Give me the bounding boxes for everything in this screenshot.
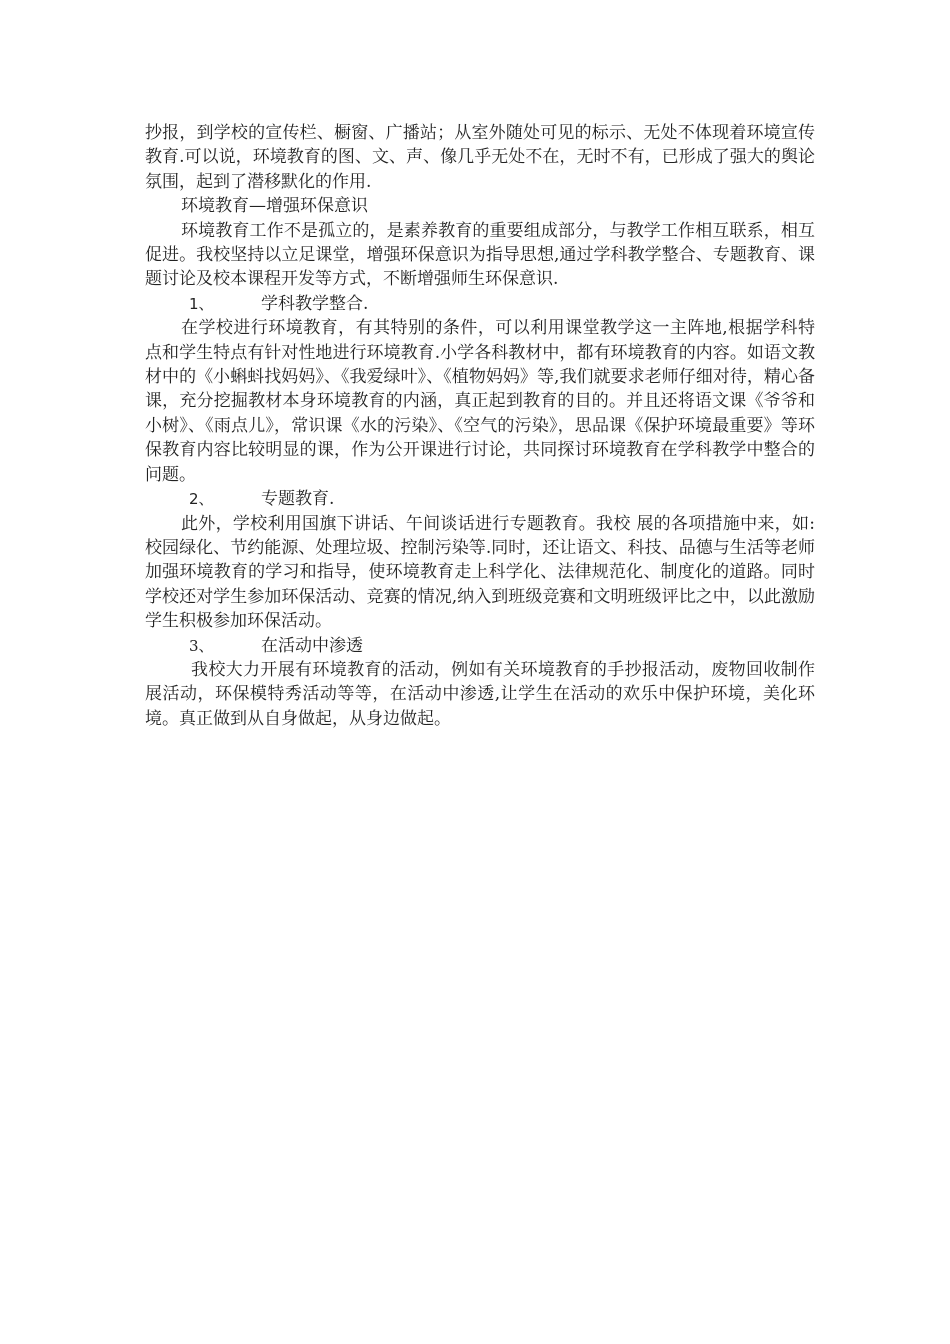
paragraph-intro-continued: 抄报，到学校的宣传栏、橱窗、广播站；从室外随处可见的标示、无处不体现着环境宣传教育.可以说，环境教育的图、文、声、像几乎无处不在，无时不有，已形成了强大的舆论氛围，起到了潜移默化的作用.	[145, 123, 815, 192]
section-heading-3	[145, 634, 815, 658]
section-title-3: 在活动中渗透	[261, 635, 363, 656]
section-heading-1	[145, 292, 815, 316]
paragraph-subject-integration: 在学校进行环境教育，有其特别的条件，可以利用课堂教学这一主阵地,根据学科特点和学生特点有针对性地进行环境教育.小学各科教材中，都有环境教育的内容。如语文教材中的《小蝌蚪找妈妈》、《我爱绿叶》、《植物妈妈》等,我们就要求老师仔细对待，精心备课，充分挖掘教材本身环境教育的内涵，真正起到教育的目的。并且还将语文课《爷爷和小树》、《雨点儿》，常识课《水的污染》、《空气的污染》，思品课《保护环境最重要》等环保教育内容比较明显的课，作为公开课进行讨论，共同探讨环境教育在学科教学中整合的问题。	[145, 318, 815, 485]
section-heading-main: 环境教育—增强环保意识	[181, 196, 368, 217]
section-heading-2	[145, 487, 815, 511]
section-title-1: 学科教学整合.	[261, 293, 369, 314]
section-title-2: 专题教育.	[261, 489, 335, 510]
paragraph-overview: 环境教育工作不是孤立的，是素养教育的重要组成部分，与教学工作相互联系，相互促进。我校坚持以立足课堂，增强环保意识为指导思想,通过学科教学整合、专题教育、课题讨论及校本课程开发等方式，不断增强师生环保意识.	[145, 220, 815, 290]
section-number-1: 1、	[189, 294, 214, 313]
paragraph-special-education: 此外，学校利用国旗下讲话、午间谈话进行专题教育。我校 展的各项措施中来，如:校园绿化、节约能源、处理垃圾、控制污染等.同时，还让语文、科技、品德与生活等老师加强环境教育的学习和指导，使环境教育走上科学化、法律规范化、制度化的道路。同时学校还对学生参加环保活动、竞赛的情况,纳入到班级竞赛和文明班级评比之中，以此激励学生积极参加环保活动。	[145, 513, 815, 632]
paragraph-activities: 我校大力开展有环境教育的活动，例如有关环境教育的手抄报活动，废物回收制作展活动，环保模特秀活动等等，在活动中渗透,让学生在活动的欢乐中保护环境，美化环境。真正做到从自身做起，从身边做起。	[145, 659, 815, 729]
section-number-2: 2、	[189, 490, 214, 509]
section-number-3: 3、	[189, 636, 214, 655]
document-body	[145, 121, 815, 731]
